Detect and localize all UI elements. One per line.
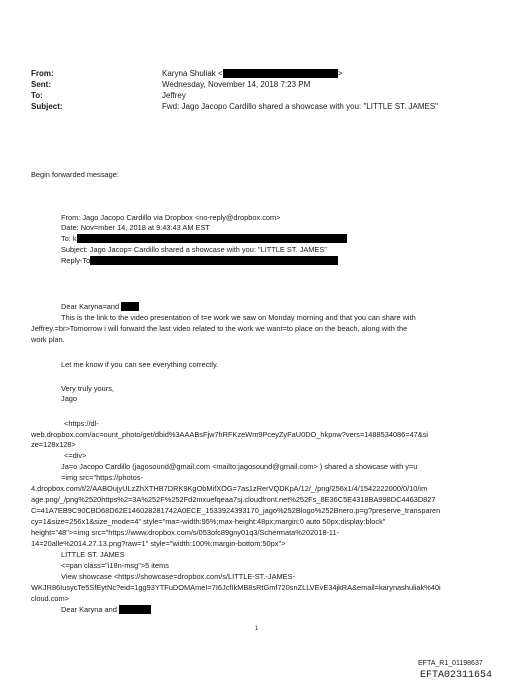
raw-line: height="48">=img src="https://www.dropbox.com/s/053ofc89gny01q3/Schermata%202018-11- <box>31 528 340 537</box>
sent-value: Wednesday, November 14, 2018 7:23 PM <box>162 80 311 89</box>
to-value: Jeffrey <box>162 91 186 100</box>
redaction-block <box>77 234 347 243</box>
raw-line: 4.dropbox.com/t/2/AABOujyULzZhXTHB7DRK9KgObMifXOG=7as1zRerVQDKpA/12/_/png/256x1/4/1542222000/0/10/im <box>31 484 428 493</box>
raw-line: ze=128x128> <box>31 440 76 449</box>
para1-line2: Jeffrey.=br>Tomorrow i will forward the last video related to the work we want=to place on the beach, along with the <box>31 324 408 333</box>
subject-label: Subject: <box>31 102 63 111</box>
raw-line: Ja=o Jacopo Cardillo (jagosound@gmail.com <mailto:jagosound@gmail.com> ) shared a showcase with y=u <box>61 462 418 471</box>
raw-line: <=div> <box>64 451 87 460</box>
fwd-subject: Subject: Jago Jacop= Cardillo shared a showcase with you: "LITTLE ST. JAMES" <box>61 245 327 254</box>
raw-line: View showcase <https://showcase=dropbox.com/s/LITTLE-ST.-JAMES- <box>61 572 295 581</box>
redaction-block <box>223 69 338 78</box>
redaction-block <box>119 605 151 614</box>
redaction-block <box>90 256 338 265</box>
raw-line: cloud.com> <box>31 594 69 603</box>
para1-line1: This is the link to the video presentation of t=e work we saw on Monday morning and that you can share with <box>61 313 416 322</box>
raw-line: <=pan class="i18n-msg">5 items <box>61 561 169 570</box>
para1-line3: work plan. <box>31 335 65 344</box>
fwd-to: To: k <box>61 234 347 243</box>
raw-line: LITTLE ST. JAMES <box>61 550 125 559</box>
raw-line: WKJR86IusycTe5SfEytNc?eid=1gg93YTFuDOMAmeI=7I6JcfIkMB8sRtGmf720snZLLVEvE34jkRA&email=karynashuliak%40i <box>31 583 441 592</box>
forward-intro: Begin forwarded message: <box>31 170 119 179</box>
raw-line: Dear Karyna and <box>61 605 151 614</box>
fwd-from: From: Jago Jacopo Cardillo via Dropbox <no-reply@dropbox.com> <box>61 213 281 222</box>
raw-line: cy=1&size=256x1&size_mode=4" style="ma=-width:95%;max-height:48px;margin:0 auto 50px;display:block" <box>31 517 386 526</box>
from-value: Karyna Shuliak < > <box>162 69 343 78</box>
raw-line: age.png/_/png%2520https%2=3A%252F%252Fd2mxuefqeaa7sj.cloudfront.net%252Fs_8E36C5E4318BA998DC4463D827 <box>31 495 436 504</box>
raw-line: C=41A7EB9C90CBD68D62E146028281742A0ECE_1533924393170_jago%252Blogo%252Bnero.p=g?preserve_transparen <box>31 506 441 515</box>
redaction-block <box>121 302 139 311</box>
fwd-date: Date: Nov=mber 14, 2018 at 9:43:43 AM EST <box>61 223 210 232</box>
to-label: To: <box>31 91 43 100</box>
raw-line: 14=20alle%2014.27.13.png?raw=1" style="width:100%;margin-bottom:50px"> <box>31 539 286 548</box>
raw-line: <https://dl- <box>64 419 99 428</box>
page-number: 1 <box>255 626 259 632</box>
raw-line: =img src="https://photos- <box>61 473 143 482</box>
greeting: Dear Karyna=and <box>61 302 139 311</box>
fwd-reply-to: Reply-To <box>61 256 338 265</box>
raw-line: web.dropbox.com/ac=ount_photo/get/dbid%3AAABsFjw7hRFKzeWm9PceyZyFaU0DO_hkpnw?vers=1488534086=47&si <box>31 430 429 439</box>
para2: Let me know if you can see everything correctly. <box>61 360 219 369</box>
signature: Jago <box>61 394 78 403</box>
subject-value: Fwd: Jago Jacopo Cardillo shared a showcase with you: "LITTLE ST. JAMES" <box>162 102 439 111</box>
from-label: From: <box>31 69 54 78</box>
closing: Very truly yours, <box>61 384 114 393</box>
efta-stamp-primary: EFTA_R1_01198637 <box>418 660 483 667</box>
efta-stamp-secondary: EFTA02311654 <box>420 670 493 681</box>
sent-label: Sent: <box>31 80 51 89</box>
